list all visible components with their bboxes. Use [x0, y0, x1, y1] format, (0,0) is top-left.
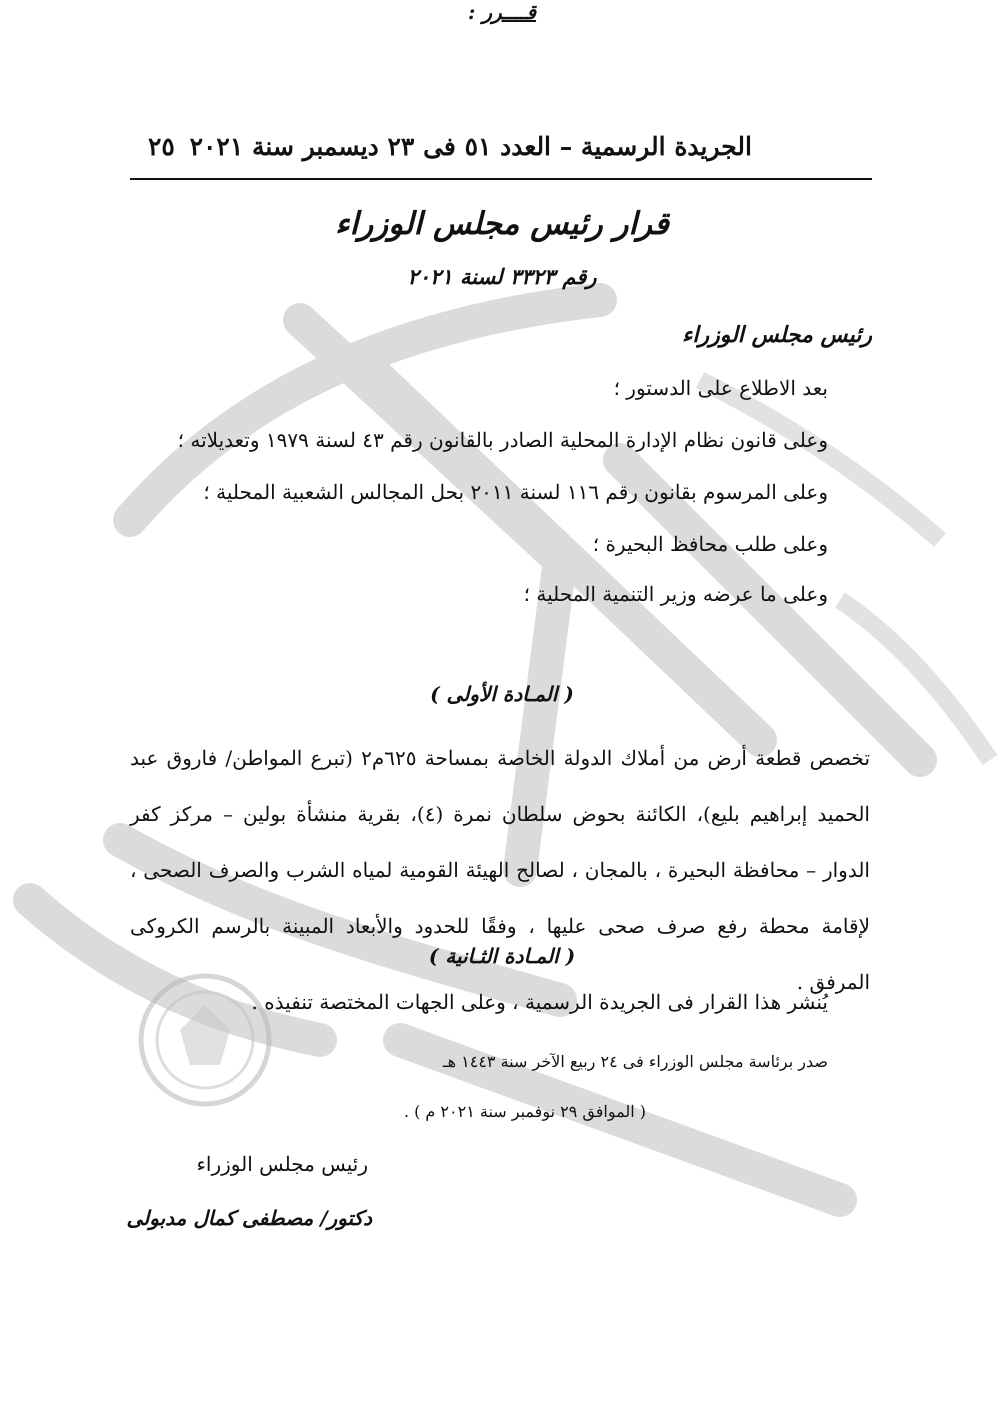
gazette-header [130, 128, 872, 180]
article-1-heading: ( المـادة الأولى ) [430, 682, 574, 706]
decided-label: قــــرر [482, 0, 537, 24]
article-2-heading: ( المـادة الثـانية ) [428, 944, 576, 968]
article-1-text: تخصص قطعة أرض من أملاك الدولة الخاصة بمساحة ٦٢٥م٢ (تبرع المواطن/ فاروق عبد الحميد إبراهيم بليع)، الكائنة بحوض سلطان نمرة (٤)، بقرية منشأة بولين – مركز كفر الدوار – محافظة البحيرة ، بالمجان ، لصالح الهيئة القومية لمياه الشرب والصرف الصحى ، لإقامة محطة رفع صرف صحى عليها ، وفقًا للحدود والأبعاد المبينة بالرسم الكروكى المرفق . [130, 746, 871, 994]
preamble-line-governor-request: وعلى طلب محافظ البحيرة ؛ [592, 532, 828, 556]
page-number: ٢٥ [148, 132, 175, 161]
decided-colon: : [467, 0, 483, 24]
signature-name: دكتور/ مصطفى كمال مدبولى [126, 1206, 372, 1230]
preamble-line-constitution: بعد الاطلاع على الدستور ؛ [613, 376, 828, 400]
preamble-line-minister: وعلى ما عرضه وزير التنمية المحلية ؛ [523, 582, 828, 606]
preamble-line-decree-law: وعلى المرسوم بقانون رقم ١١٦ لسنة ٢٠١١ بحل المجالس الشعبية المحلية ؛ [203, 480, 828, 504]
issued-date-gregorian: ( الموافق ٢٩ نوفمبر سنة ٢٠٢١ م ) . [403, 1102, 646, 1121]
gazette-title: الجريدة الرسمية – العدد ٥١ فى ٢٣ ديسمبر سنة ٢٠٢١ [189, 132, 752, 161]
decree-title: قرار رئيس مجلس الوزراء [335, 206, 669, 242]
issuer-heading: رئيس مجلس الوزراء [682, 322, 872, 348]
article-2-text: يُنشر هذا القرار فى الجريدة الرسمية ، وعلى الجهات المختصة تنفيذه . [251, 990, 828, 1014]
decree-number: رقم ٣٣٢٣ لسنة ٢٠٢١ [407, 264, 597, 289]
issued-date-hijri: صدر برئاسة مجلس الوزراء فى ٢٤ ربيع الآخر سنة ١٤٤٣ هـ [442, 1052, 828, 1071]
signature-title: رئيس مجلس الوزراء [196, 1152, 368, 1176]
preamble-line-local-admin-law: وعلى قانون نظام الإدارة المحلية الصادر بالقانون رقم ٤٣ لسنة ١٩٧٩ وتعديلاته ؛ [177, 428, 828, 452]
decided-heading [0, 0, 1004, 24]
